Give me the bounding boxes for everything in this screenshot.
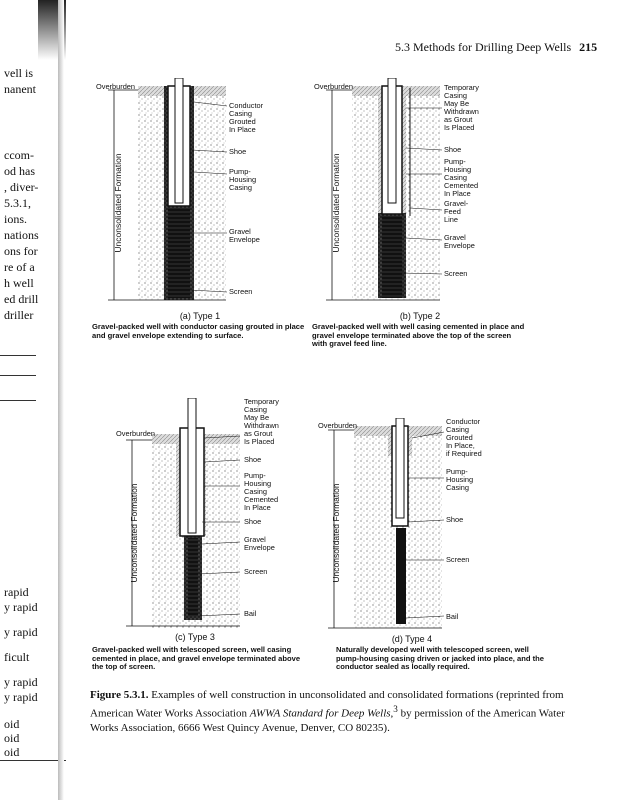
screen-label: Screen — [444, 269, 468, 278]
margin-line: ed drill — [4, 292, 39, 306]
overburden-label: Overburden — [116, 429, 156, 438]
conductor-casing-label: Conductor Casing Grouted In Place, if Required — [446, 417, 482, 458]
margin-line: h well — [4, 276, 34, 290]
shoe-label: Shoe — [444, 145, 462, 154]
pump-housing-label: Pump- Housing Casing Cemented In Place — [444, 157, 479, 198]
gutter-shadow — [58, 0, 64, 800]
temporary-casing-label: Temporary Casing May Be Withdrawn as Grout Is Placed — [244, 397, 279, 446]
pump-housing-label: Pump- Housing Casing — [229, 167, 257, 192]
figure-c-type-label: (c) Type 3 — [175, 632, 215, 642]
overburden-label: Overburden — [314, 82, 354, 91]
gravel-envelope-label: Gravel Envelope — [444, 233, 475, 250]
lower-shoe-label: Shoe — [244, 517, 262, 526]
margin-line: driller — [4, 308, 34, 322]
well-diagram-type-2 — [312, 78, 547, 308]
margin-line: rapid — [4, 585, 29, 599]
margin-line: oid — [4, 745, 20, 759]
figure-type-4 — [318, 418, 553, 648]
margin-line: 5.3.1, — [4, 196, 31, 210]
figure-a-description: Gravel-packed well with conductor casing grouted in place and gravel envelope extending to surface. — [92, 322, 305, 340]
figure-caption — [90, 688, 590, 735]
pump-housing-label: Pump- Housing Casing Cemented In Place — [244, 471, 279, 512]
figure-b-description: Gravel-packed well with well casing cemented in place and gravel envelope terminated above the top of the screen with gravel feed line. — [312, 322, 525, 349]
well-diagram-type-4 — [318, 418, 553, 648]
margin-rule — [0, 760, 66, 761]
gravel-feed-line-label: Gravel- Feed Line — [444, 199, 469, 224]
caption-superscript: 3 — [393, 704, 398, 714]
page-number: 215 — [579, 40, 598, 54]
formation-label: Unconsolidated Formation — [113, 153, 123, 253]
figure-number: Figure 5.3.1. — [90, 689, 149, 701]
screen-label: Screen — [244, 567, 268, 576]
margin-line: y rapid — [4, 690, 38, 704]
screen-label: Screen — [229, 287, 253, 296]
bail-label: Bail — [244, 609, 257, 618]
margin-rule — [0, 375, 36, 376]
shoe-label: Shoe — [446, 515, 464, 524]
formation-label: Unconsolidated Formation — [129, 483, 139, 583]
running-header — [395, 40, 597, 55]
figure-d-description: Naturally developed well with telescoped screen, well pump-housing casing driven or jacked into place, and the conductor sealed as locally required. — [336, 645, 545, 672]
formation-label: Unconsolidated Formation — [331, 153, 341, 253]
margin-rule — [0, 355, 36, 356]
section-title: 5.3 Methods for Drilling Deep Wells — [395, 40, 572, 54]
well-diagram-type-1 — [90, 78, 325, 308]
margin-rule — [0, 400, 36, 401]
margin-line: , diver- — [4, 180, 39, 194]
margin-line: ficult — [4, 650, 30, 664]
bail-label: Bail — [446, 612, 459, 621]
margin-line: ccom- — [4, 148, 34, 162]
caption-italic: AWWA Standard for Deep Wells, — [249, 707, 394, 720]
margin-line: y rapid — [4, 675, 38, 689]
figure-type-2 — [312, 78, 547, 308]
gravel-envelope-label: Gravel Envelope — [229, 227, 260, 244]
shoe-label: Shoe — [244, 455, 262, 464]
margin-line: oid — [4, 717, 20, 731]
figure-d-type-label: (d) Type 4 — [391, 634, 433, 644]
conductor-casing-label: Conductor Casing Grouted In Place — [229, 101, 264, 134]
margin-line: y rapid — [4, 600, 38, 614]
overburden-label: Overburden — [96, 82, 136, 91]
overburden-label: Overburden — [318, 421, 358, 430]
margin-line: ions. — [4, 212, 28, 226]
figure-type-1 — [90, 78, 325, 308]
margin-line: od has — [4, 164, 35, 178]
pump-housing-label: Pump- Housing Casing — [446, 467, 474, 492]
figure-a-type-label: (a) Type 1 — [179, 311, 221, 321]
figure-b-type-label: (b) Type 2 — [399, 311, 441, 321]
margin-line: nations — [4, 228, 39, 242]
figure-c-description: Gravel-packed well with telescoped screen, well casing cemented in place, and gravel envelope terminated above the top of screen. — [92, 645, 301, 672]
margin-line: nanent — [4, 82, 36, 96]
figure-type-3 — [110, 398, 345, 628]
formation-label: Unconsolidated Formation — [331, 483, 341, 583]
gravel-envelope-label: Gravel Envelope — [244, 535, 275, 552]
caption-text-end: by permission of the American Water Works Association, 6666 West Quincy Avenue, Denver, CO 80235). — [90, 707, 565, 734]
margin-line: ons for — [4, 244, 38, 258]
margin-line: y rapid — [4, 625, 38, 639]
margin-line: vell is — [4, 66, 33, 80]
shoe-label: Shoe — [229, 147, 247, 156]
margin-line: oid — [4, 731, 20, 745]
margin-line: re of a — [4, 260, 35, 274]
temporary-casing-label: Temporary Casing May Be Withdrawn as Grout Is Placed — [444, 83, 479, 132]
screen-label: Screen — [446, 555, 470, 564]
caption-text: Examples of well construction in unconsolidated and consolidated formations (reprinted from American Water Works Association — [90, 689, 564, 720]
